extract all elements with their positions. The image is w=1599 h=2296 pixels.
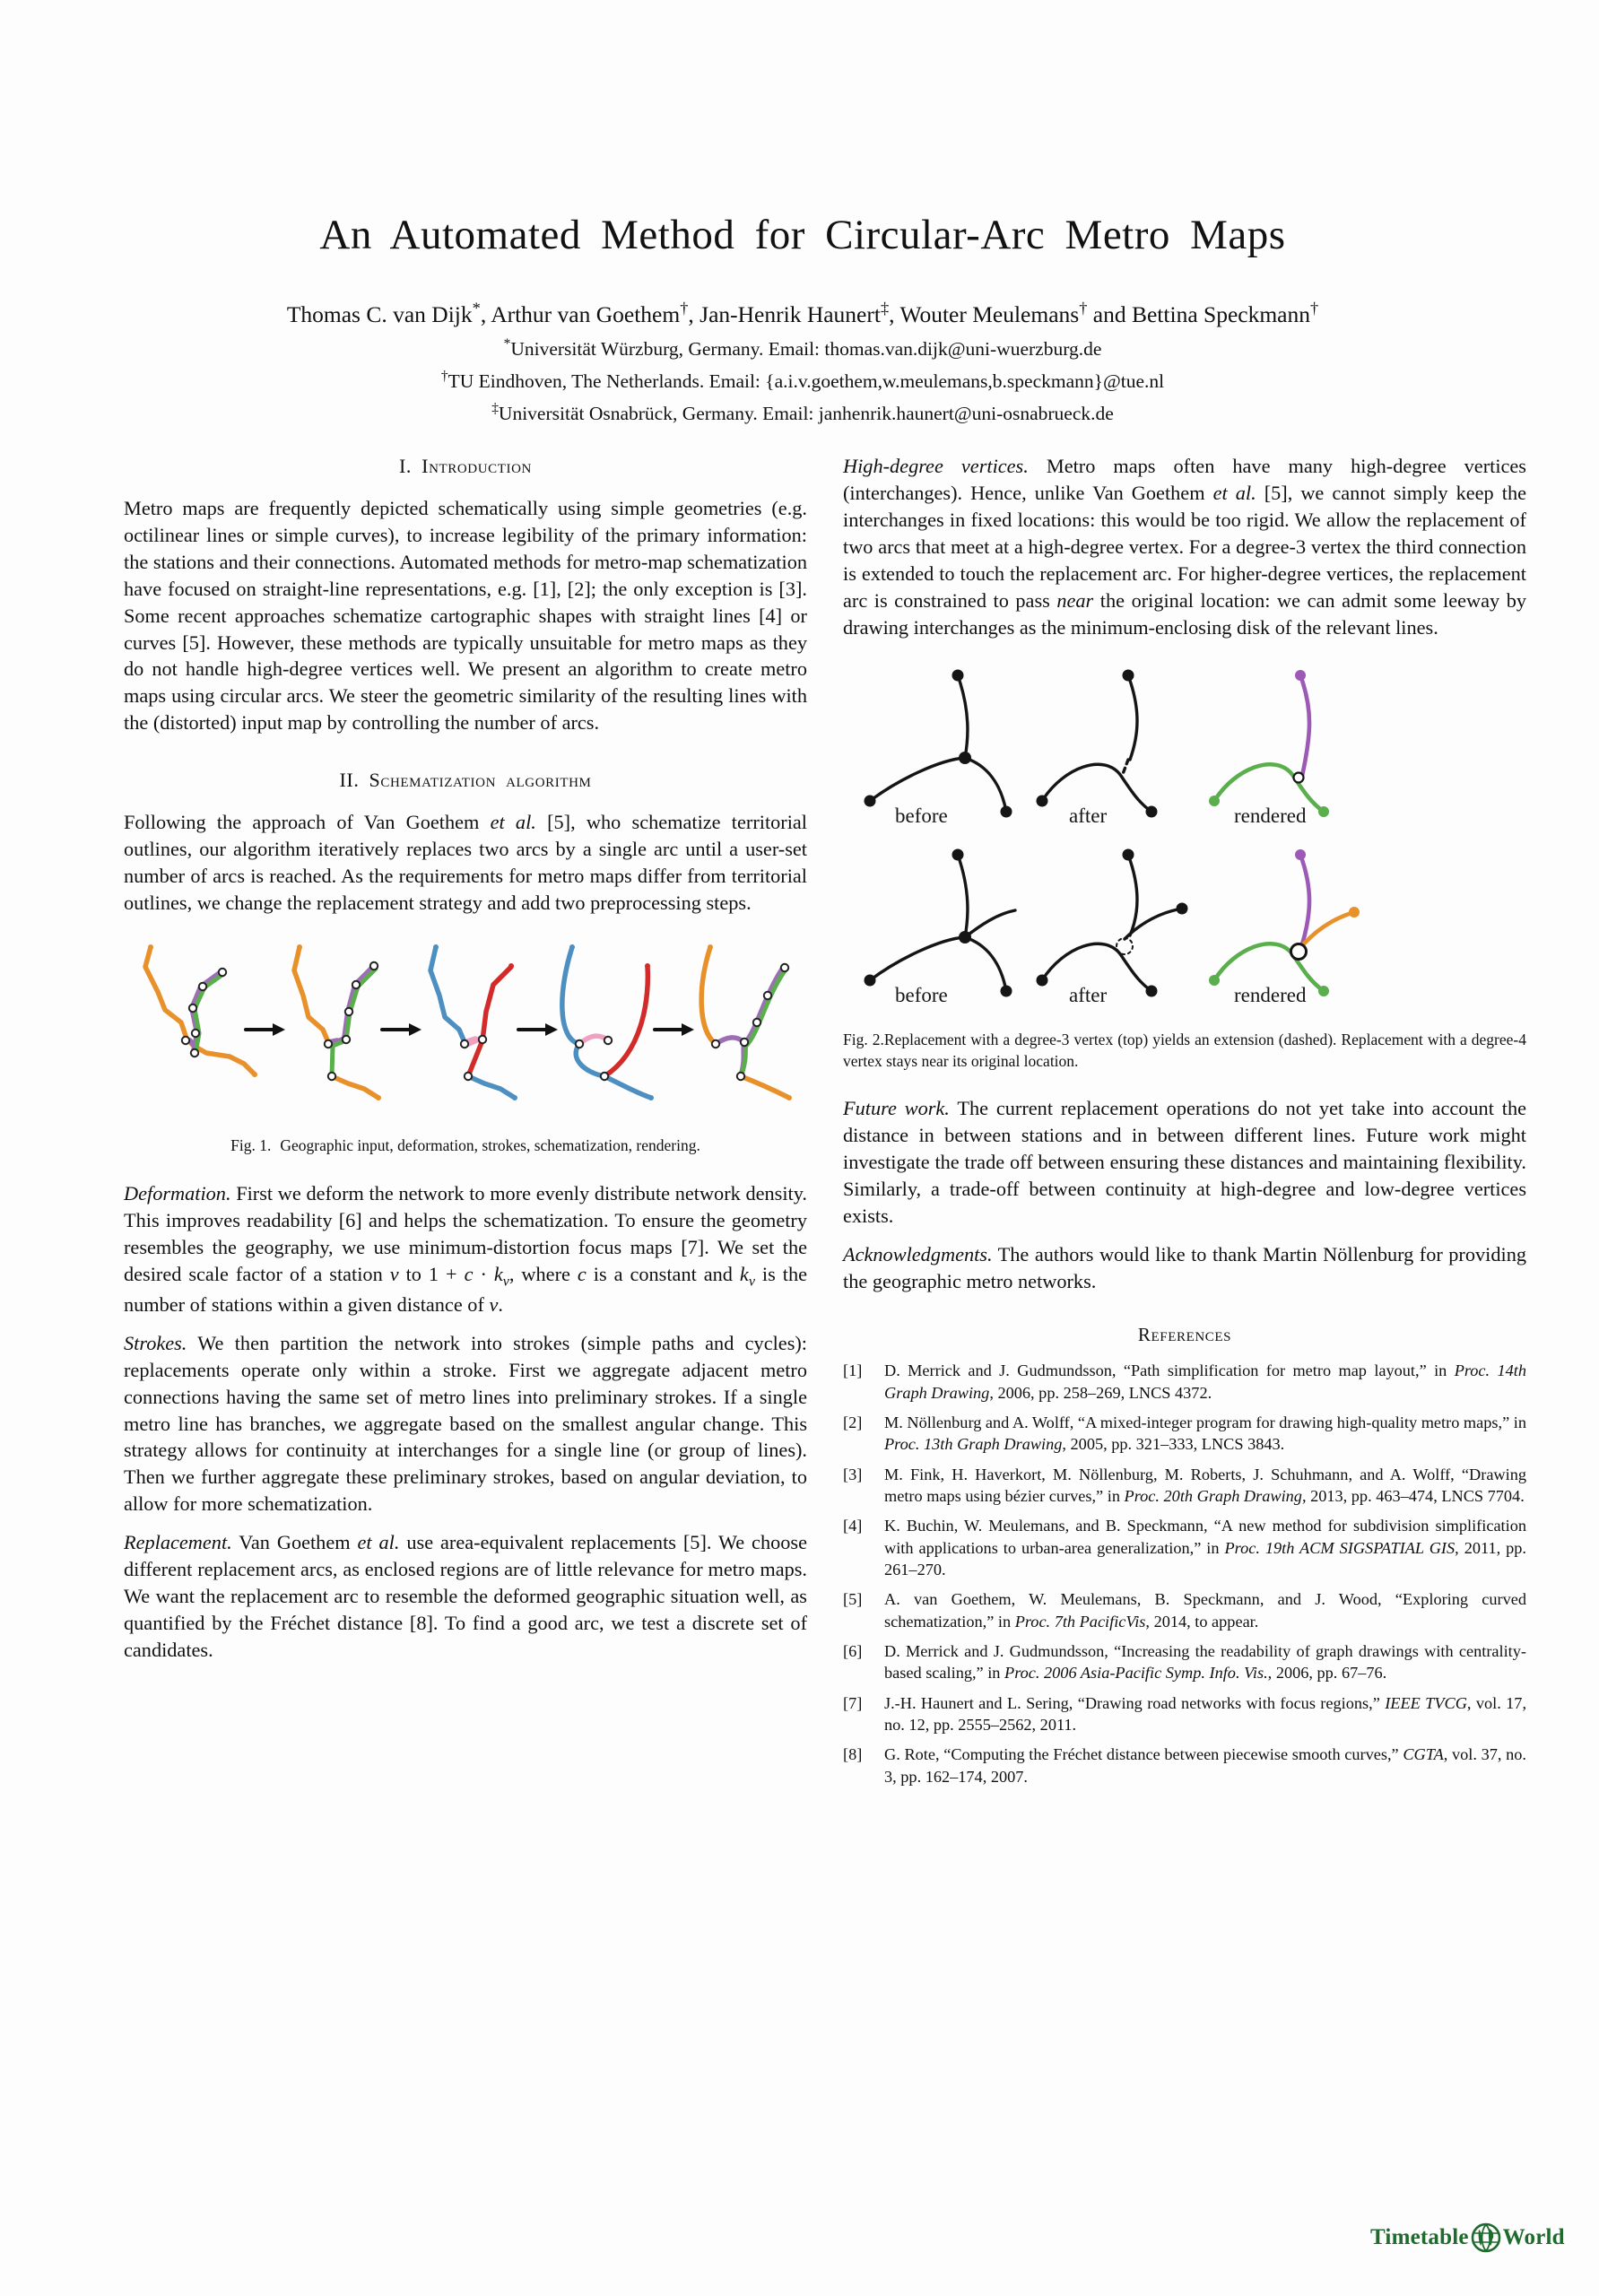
watermark-timetable-world xyxy=(1370,2222,1565,2253)
math-var-k: k xyxy=(739,1262,749,1285)
globe-icon xyxy=(1471,2222,1501,2253)
fig1-arrow xyxy=(246,1023,285,1036)
algorithm-intro-paragraph: Following the approach of Van Goethem et al. [5], who schematize territorial outlines, our algorithm iteratively replaces two arcs by a single arc until a user-set number of arcs is reached. As the requirements for metro maps differ from territorial outlines, we change the replacement strategy and add two preprocessing steps. xyxy=(124,811,807,914)
column-left xyxy=(124,453,807,1664)
intro-paragraph: Metro maps are frequently depicted schematically using simple geometries (e.g. octilinear lines or simple curves), to increase legibility of the primary information: the stations and their connections. Automated methods for metro-map schematization have focused on straight-line representations, e.g. [1], [2]; the only exception is [3]. Some recent approaches schematize cartographic shapes with straight lines [4] or curves [5]. However, these methods are typically unsuitable for metro maps as they do not handle high-degree vertices well. We present an algorithm to create metro maps using circular arcs. We steer the geometric similarity of the resulting lines with the (distorted) input map by controlling the number of arcs. xyxy=(124,496,807,735)
section-numeral: II. xyxy=(339,769,360,792)
reference-number: [4] xyxy=(843,1517,863,1535)
figure-1-label: Fig. 1. xyxy=(230,1135,272,1154)
fig2-top-after xyxy=(1037,669,1158,827)
reference-number: [6] xyxy=(843,1641,863,1660)
figure-1-caption xyxy=(124,1135,807,1157)
reference-text: G. Rote, “Computing the Fréchet distance between piecewise smooth curves,” CGTA, vol. 37, no. 3, pp. 162–174, 2007. xyxy=(884,1745,1526,1786)
author-name: Jan-Henrik Haunert xyxy=(700,300,881,327)
author-affil-mark: † xyxy=(1079,299,1088,317)
near-italic: near xyxy=(1056,588,1094,612)
fig1-arrow xyxy=(382,1023,421,1036)
page-title: An Automated Method for Circular-Arc Metro Maps xyxy=(319,212,1286,259)
reference-item xyxy=(843,1588,1526,1632)
section-heading-algorithm xyxy=(124,767,807,794)
reference-number: [5] xyxy=(843,1590,863,1609)
column-right xyxy=(843,453,1526,1796)
author-affil-mark: * xyxy=(472,299,481,317)
reference-item xyxy=(843,1464,1526,1508)
fig2-label-rendered-bottom: rendered xyxy=(1234,983,1307,1006)
fig1-arrow xyxy=(518,1023,558,1036)
author-name: Thomas C. van Dijk xyxy=(286,300,473,327)
etal-italic: et al. xyxy=(1212,481,1256,504)
affiliation-line xyxy=(99,334,1507,363)
fig2-label-after-bottom: after xyxy=(1069,983,1108,1006)
fig2-bottom-rendered xyxy=(1209,849,1360,1006)
fig2-label-rendered-top: rendered xyxy=(1234,804,1307,827)
strokes-paragraph: Strokes. We then partition the network into strokes (simple paths and cycles): replacements operate only within a stroke. First we aggregate adjacent metro connections having the same set of metro lines into preliminary strokes. If a single metro line has branches, we aggregate based on the smallest angular change. This strategy allows for continuity at interchanges for a single line (or group of lines). Then we further aggregate these preliminary strokes, based on angular deviation, to allow for more schematization. xyxy=(124,1331,807,1516)
math-var-v: v xyxy=(489,1292,499,1316)
reference-text: K. Buchin, W. Meulemans, and B. Speckmann, “A new method for subdivision simplification with applications to urban-area generalization,” in Proc. 19th ACM SIGSPATIAL GIS, 2011, pp. 261–270. xyxy=(884,1517,1526,1578)
fig2-top-rendered xyxy=(1209,670,1329,827)
figure-2-caption xyxy=(843,1029,1526,1072)
section-numeral: I. xyxy=(399,455,413,477)
figure-2-label: Fig. 2. xyxy=(843,1030,884,1048)
section-title: Schematization algorithm xyxy=(369,769,592,792)
reference-item xyxy=(843,1412,1526,1456)
fig2-bottom-before xyxy=(865,848,1016,1006)
acknowledgments-paragraph: Acknowledgments. The authors would like to thank Martin Nöllenburg for providing the geographic metro networks. xyxy=(843,1243,1526,1293)
author-name: Wouter Meulemans xyxy=(899,300,1080,327)
paragraph-lead: Replacement. xyxy=(124,1531,232,1554)
deformation-paragraph: Deformation. First we deform the network to more evenly distribute network density. This improves readability [6] and helps the schematization. To ensure the geometry resembles the geography, we use minimum-distortion focus maps [7]. We set the desired scale factor of a station v to $1 + c \cdot k_v$, where c is a constant and $k_v$ is the number of stations within a given distance of v. xyxy=(124,1181,808,1316)
fig2-top-before xyxy=(865,669,1012,827)
etal-italic: et al. xyxy=(357,1531,400,1554)
reference-text: A. van Goethem, W. Meulemans, B. Speckmann, and J. Wood, “Exploring curved schematization,” in Proc. 7th PacificVis, 2014, to appear. xyxy=(884,1590,1526,1631)
author-affil-mark: † xyxy=(680,299,689,317)
reference-number: [7] xyxy=(843,1693,863,1712)
section-title: Introduction xyxy=(421,455,532,477)
affiliation-mark: ‡ xyxy=(491,401,499,416)
future-work-paragraph: Future work. The current replacement operations do not yet take into account the distance in between stations and in between different lines. Future work might investigate the trade off between ensuring these distances and maintaining flexibility. Similarly, a trade-off between continuity at high-degree and low-degree vertices exists. xyxy=(843,1097,1526,1228)
fig1-panel-rendering xyxy=(701,944,792,1100)
reference-item xyxy=(843,1692,1526,1736)
math-formula: $1 + c \cdot k_v$ xyxy=(428,1262,509,1289)
figure-2-graphic xyxy=(843,665,1526,1014)
reference-text: M. Nöllenburg and A. Wolff, “A mixed-integer program for drawing high-quality metro maps,” in Proc. 13th Graph Drawing, 2005, pp. 321–333, LNCS 3843. xyxy=(884,1413,1526,1454)
watermark-text-left: Timetable xyxy=(1370,2225,1469,2249)
reference-text: D. Merrick and J. Gudmundsson, “Path simplification for metro map layout,” in Proc. 14th Graph Drawing, 2006, pp. 258–269, LNCS 4372. xyxy=(884,1361,1526,1402)
fig1-panel-strokes xyxy=(430,944,517,1100)
reference-item xyxy=(843,1640,1526,1684)
figure-2 xyxy=(843,665,1526,1072)
high-degree-paragraph: High-degree vertices. Metro maps often have many high-degree vertices (interchanges). Hence, unlike Van Goethem et al. [5], we cannot simply keep the interchanges in fixed locations: this would be too rigid. We allow the replacement of two arcs that meet at a high-degree vertex. For a degree-3 vertex the third connection is extended to touch the replacement arc. For higher-degree vertices, the replacement arc is constrained to pass near the original location: we can admit some leeway by drawing interchanges as the minimum-enclosing disk of the relevant lines. xyxy=(843,455,1526,639)
figure-2-caption-text: Replacement with a degree-3 vertex (top) yields an extension (dashed). Replacement with a degree-4 vertex stays near its original location. xyxy=(843,1030,1526,1071)
author-list xyxy=(99,296,1507,332)
reference-item xyxy=(843,1360,1526,1404)
fig1-arrow xyxy=(655,1023,694,1036)
author-name: Arthur van Goethem xyxy=(491,300,681,327)
paragraph-lead: Deformation. xyxy=(124,1181,231,1205)
fig1-panel-deformation xyxy=(294,944,381,1100)
reference-text: M. Fink, H. Haverkort, M. Nöllenburg, M. Roberts, J. Schuhmann, and A. Wolff, “Drawing metro maps using bézier curves,” in Proc. 20th Graph Drawing, 2013, pp. 463–474, LNCS 7704. xyxy=(884,1465,1526,1505)
author-name: Bettina Speckmann xyxy=(1131,300,1310,327)
fig2-label-before-bottom: before xyxy=(895,983,948,1006)
affiliation-mark: * xyxy=(503,336,511,352)
reference-item xyxy=(843,1515,1526,1580)
author-names: Thomas C. van Dijk*, Arthur van Goethem†, Jan-Henrik Haunert‡, Wouter Meulemans† and Bettina Speckmann† xyxy=(286,299,1319,327)
author-affil-mark: † xyxy=(1309,299,1319,317)
reference-number: [8] xyxy=(843,1745,863,1764)
reference-number: [3] xyxy=(843,1465,863,1483)
fig1-panel-schematization xyxy=(562,944,654,1100)
fig2-bottom-after xyxy=(1037,848,1188,1006)
reference-text: J.-H. Haunert and L. Sering, “Drawing road networks with focus regions,” IEEE TVCG, vol. 17, no. 12, pp. 2555–2562, 2011. xyxy=(884,1693,1527,1734)
reference-text: D. Merrick and J. Gudmundsson, “Increasing the readability of graph drawings with centrality-based scaling,” in Proc. 2006 Asia-Pacific Symp. Info. Vis., 2006, pp. 67–76. xyxy=(884,1641,1526,1683)
fig2-label-before-top: before xyxy=(895,804,948,827)
paragraph-lead: Acknowledgments. xyxy=(843,1243,993,1266)
watermark-text-right: World xyxy=(1502,2225,1565,2249)
paragraph-lead: High-degree vertices. xyxy=(843,455,1029,477)
affiliation-line xyxy=(99,366,1507,396)
reference-number: [1] xyxy=(843,1361,863,1380)
affiliation-text: Universität Würzburg, Germany. Email: thomas.van.dijk@uni-wuerzburg.de xyxy=(510,338,1102,361)
fig2-label-after-top: after xyxy=(1069,804,1108,827)
fig1-panel-geographic-input xyxy=(145,944,257,1077)
paragraph-lead: Strokes. xyxy=(124,1331,187,1354)
affiliation-line xyxy=(99,398,1507,428)
math-var-c: c xyxy=(577,1262,587,1285)
section-heading-introduction xyxy=(124,453,807,480)
figure-1 xyxy=(124,940,807,1157)
affiliation-text: Universität Osnabrück, Germany. Email: janhenrik.haunert@uni-osnabrueck.de xyxy=(498,403,1114,425)
figure-1-graphic xyxy=(124,940,807,1119)
replacement-paragraph: Replacement. Van Goethem et al. use area-equivalent replacements [5]. We choose different replacement arcs, as enclosed regions are of little relevance for metro maps. We want the replacement arc to resemble the deformed geographic situation well, as quantified by the Fréchet distance [8]. To find a good arc, we test a discrete set of candidates. xyxy=(124,1531,807,1662)
etal-italic: et al. xyxy=(490,811,536,834)
affiliation-mark: † xyxy=(440,369,448,384)
affiliation-text: TU Eindhoven, The Netherlands. Email: {a.i.v.goethem,w.meulemans,b.speckmann}@tue.nl xyxy=(448,370,1165,393)
figure-1-caption-text: Geographic input, deformation, strokes, schematization, rendering. xyxy=(280,1135,700,1154)
math-var-v: v xyxy=(389,1262,399,1285)
references-heading: References xyxy=(1137,1324,1232,1346)
author-affil-mark: ‡ xyxy=(880,299,890,317)
reference-number: [2] xyxy=(843,1413,863,1431)
reference-item xyxy=(843,1744,1526,1787)
paragraph-lead: Future work. xyxy=(843,1097,950,1120)
